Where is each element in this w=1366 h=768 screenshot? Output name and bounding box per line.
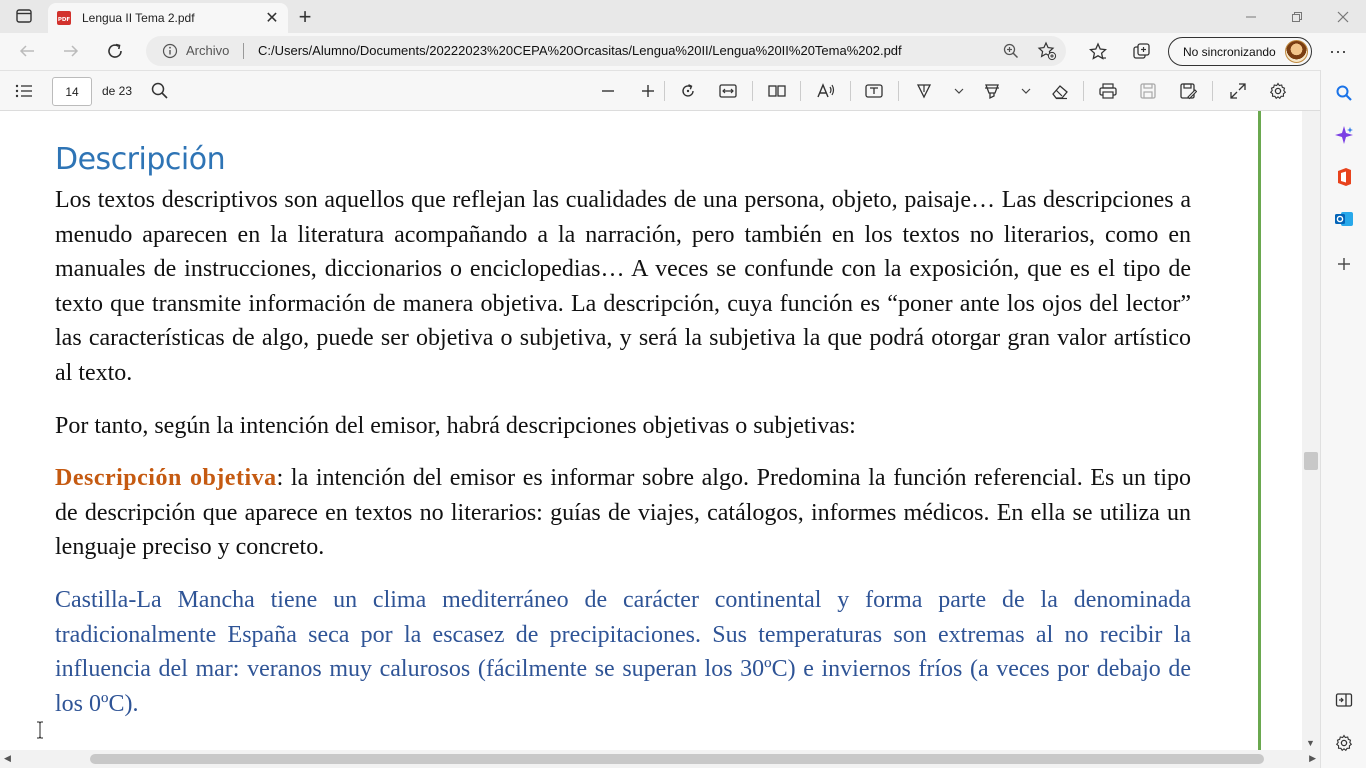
site-label: Archivo <box>186 43 230 58</box>
profile-button[interactable] <box>1168 37 1312 66</box>
scroll-right-arrow-icon[interactable]: ▶ <box>1309 753 1316 763</box>
refresh-button[interactable] <box>100 37 130 65</box>
example-paragraph: Castilla-La Mancha tiene un clima mediterráneo de carácter continental y forma parte de la denominada tradicionalmente España seca por la escasez de precipitaciones. Sus temperaturas son extremas al no recibir la influencia del mar: veranos muy calurosos (fácilmente se superan los 30ºC) e inviernos fríos (a veces por debajo de los 0ºC). <box>55 586 1191 717</box>
restore-icon <box>1291 11 1303 23</box>
back-arrow-icon <box>19 44 35 58</box>
pdf-toolbar <box>0 70 1320 111</box>
profile-sync-label: No sincronizando <box>1183 44 1276 59</box>
paragraph-intention: Por tanto, según la intención del emisor, habrá descripciones objetivas o subjetivas: <box>55 412 856 439</box>
sidebar-add-button[interactable] <box>1333 253 1355 275</box>
toolbar-divider <box>1083 81 1084 101</box>
avatar <box>1285 40 1308 63</box>
sidebar-office-button[interactable] <box>1333 166 1355 188</box>
pdf-viewer[interactable] <box>0 111 1302 750</box>
pdf-page <box>0 111 1260 750</box>
minimize-icon <box>1245 11 1257 23</box>
back-button[interactable] <box>12 37 42 65</box>
draw-options-dropdown[interactable] <box>948 81 970 101</box>
minimize-button[interactable] <box>1228 0 1274 33</box>
search-icon <box>1335 84 1353 102</box>
page-count: de 23 <box>102 84 133 98</box>
collections-icon <box>1132 42 1152 62</box>
tab-actions-icon <box>16 9 32 23</box>
draw-button[interactable] <box>913 81 935 101</box>
page-number-input[interactable]: 14 <box>52 77 92 106</box>
collections-button[interactable] <box>1129 39 1155 65</box>
plus-icon <box>640 83 656 99</box>
close-icon <box>1337 11 1349 23</box>
url-text[interactable]: C:/Users/Alumno/Documents/20222023%20CEPA%20Orcasitas/Lengua%20II/Lengua%20II%20Tema%202.pdf <box>258 43 902 58</box>
highlighter-icon <box>983 82 1001 100</box>
eraser-icon <box>1050 82 1070 100</box>
page-edge-rule <box>1258 111 1261 750</box>
save-as-icon <box>1179 82 1197 100</box>
hide-sidebar-icon <box>1335 692 1353 708</box>
vertical-scrollbar[interactable] <box>1302 111 1320 750</box>
table-of-contents-icon[interactable] <box>14 82 34 100</box>
tab-close-icon[interactable]: ✕ <box>265 10 279 27</box>
fit-to-width-button[interactable] <box>717 81 739 101</box>
minus-icon <box>600 83 616 99</box>
term-objective-description: Descripción objetiva <box>55 465 277 492</box>
scroll-down-arrow-icon[interactable]: ▼ <box>1306 738 1315 748</box>
toolbar-divider <box>752 81 753 101</box>
expand-icon <box>1229 82 1247 100</box>
erase-button[interactable] <box>1049 81 1071 101</box>
gear-icon <box>1335 734 1353 752</box>
new-tab-button[interactable]: + <box>298 4 312 29</box>
title-bar <box>0 0 1366 33</box>
save-button[interactable] <box>1137 81 1159 101</box>
info-icon[interactable] <box>162 43 178 59</box>
settings-more-button[interactable]: ··· <box>1329 40 1347 61</box>
outlook-icon <box>1334 209 1354 229</box>
text-cursor-icon <box>35 721 45 739</box>
close-window-button[interactable] <box>1320 0 1366 33</box>
page-view-button[interactable] <box>766 81 788 101</box>
pdf-file-icon <box>56 10 72 26</box>
page-view-icon <box>767 83 787 99</box>
tab-actions-button[interactable] <box>10 5 38 27</box>
svg-text:PDF: PDF <box>57 17 71 23</box>
section-heading: Descripción <box>55 142 226 177</box>
plus-icon <box>1336 256 1352 272</box>
sidebar-search-button[interactable] <box>1333 82 1355 104</box>
gear-icon <box>1269 82 1287 100</box>
horizontal-scroll-thumb[interactable] <box>90 754 1264 764</box>
toolbar-divider <box>664 81 665 101</box>
chevron-down-icon <box>1021 87 1031 95</box>
forward-button[interactable] <box>56 37 86 65</box>
print-button[interactable] <box>1097 81 1119 101</box>
scroll-left-arrow-icon[interactable]: ◀ <box>4 753 11 763</box>
sidebar-outlook-button[interactable] <box>1333 208 1355 230</box>
toolbar-divider <box>850 81 851 101</box>
rotate-icon <box>679 82 697 100</box>
sparkle-icon <box>1334 125 1354 145</box>
address-separator <box>243 43 244 59</box>
rotate-button[interactable] <box>677 81 699 101</box>
favorites-star-icon <box>1088 42 1108 62</box>
add-favorite-icon[interactable] <box>1037 41 1057 61</box>
vertical-scroll-thumb[interactable] <box>1304 452 1318 470</box>
tab-title: Lengua II Tema 2.pdf <box>82 11 195 25</box>
favorites-button[interactable] <box>1085 39 1111 65</box>
sidebar-hide-button[interactable] <box>1333 689 1355 711</box>
edge-sidebar <box>1320 70 1366 768</box>
fit-width-icon <box>718 83 738 99</box>
text-box-icon <box>864 83 884 99</box>
save-icon <box>1139 82 1157 100</box>
highlight-button[interactable] <box>981 81 1003 101</box>
restore-button[interactable] <box>1274 0 1320 33</box>
pdf-settings-button[interactable] <box>1267 81 1289 101</box>
address-bar[interactable] <box>146 36 1066 66</box>
read-aloud-button[interactable] <box>815 81 837 101</box>
search-icon[interactable] <box>150 81 170 101</box>
refresh-icon <box>106 42 124 60</box>
tab-active[interactable] <box>48 3 288 33</box>
paragraph-objective <box>55 461 1191 565</box>
toolbar-divider <box>800 81 801 101</box>
printer-icon <box>1098 82 1118 100</box>
page-content <box>55 111 1191 721</box>
navigation-bar <box>0 33 1366 70</box>
paragraph-intro: Los textos descriptivos son aquellos que reflejan las cualidades de una persona, objeto, paisaje… Las descripciones a menudo aparecen en la literatura acompañando a la narración, pero también en los textos no literarios, como en manuales de instrucciones, diccionarios o enciclopedias… A veces se confunde con la exposición, que es el tipo de texto que transmite información de manera objetiva. La descripción, cuya función es “poner ante los ojos del lector” las características de algo, puede ser objetiva o subjetiva, y será la subjetiva la que podrá otorgar gran valor artístico al texto. <box>55 187 1191 386</box>
sidebar-settings-button[interactable] <box>1333 732 1355 754</box>
toolbar-divider <box>898 81 899 101</box>
read-aloud-icon <box>816 82 836 100</box>
forward-arrow-icon <box>63 44 79 58</box>
draw-pen-icon <box>915 82 933 100</box>
save-as-button[interactable] <box>1177 81 1199 101</box>
office-icon <box>1335 167 1353 187</box>
full-screen-button[interactable] <box>1227 81 1249 101</box>
zoom-out-button[interactable] <box>597 81 619 101</box>
highlight-options-dropdown[interactable] <box>1015 81 1037 101</box>
sidebar-copilot-button[interactable] <box>1333 124 1355 146</box>
toolbar-divider <box>1212 81 1213 101</box>
zoom-icon[interactable] <box>1002 42 1020 60</box>
chevron-down-icon <box>954 87 964 95</box>
paragraph-objective-text: : la intención del emisor es informar sobre algo. Predomina la función referencial. Es un tipo de descripción que aparece en textos no literarios: guías de viajes, catálogos, informes médicos. En ella se utiliza un lenguaje preciso y concreto. <box>55 465 1191 561</box>
horizontal-scrollbar[interactable] <box>0 750 1320 768</box>
zoom-in-button[interactable] <box>637 81 659 101</box>
add-text-button[interactable] <box>863 81 885 101</box>
